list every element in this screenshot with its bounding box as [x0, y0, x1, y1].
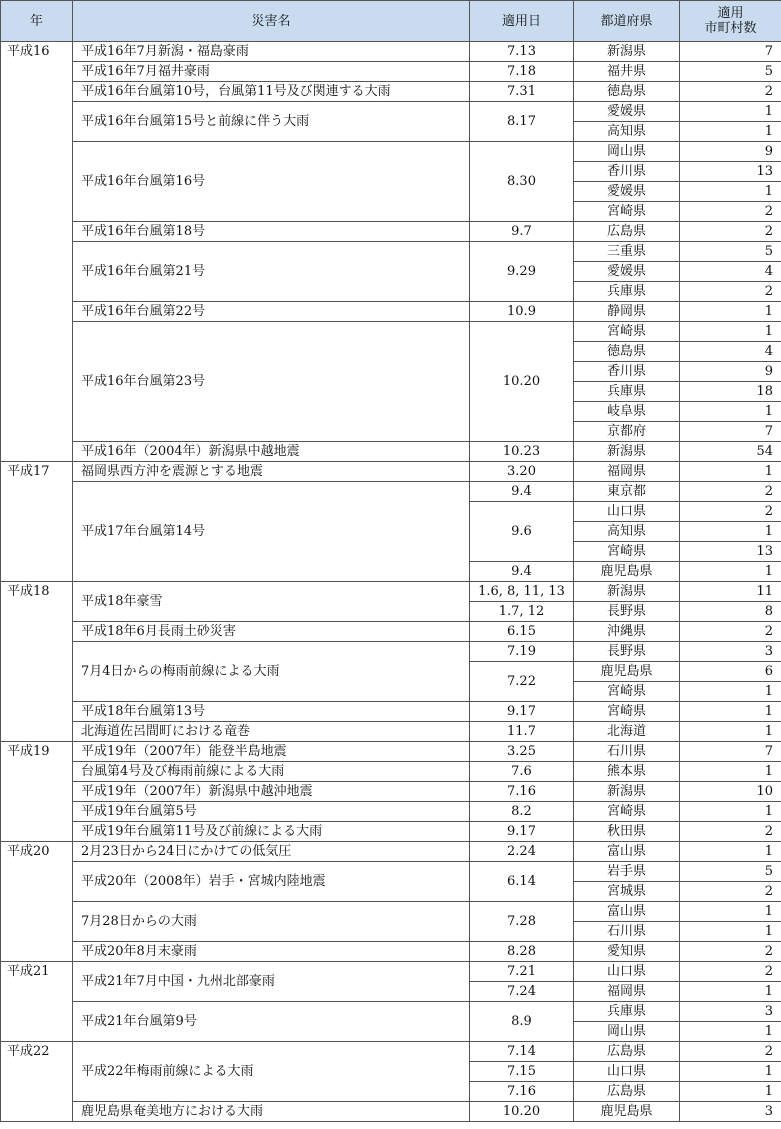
municipality-count-cell: 5 — [680, 862, 781, 882]
table-row — [1, 142, 781, 162]
disaster-name-cell: 平成17年台風第14号 — [73, 482, 470, 582]
prefecture-cell: 秋田県 — [574, 822, 680, 842]
date-cell: 7.24 — [470, 982, 574, 1002]
header-count-line1: 適用 — [717, 6, 744, 21]
table-row — [1, 582, 781, 602]
prefecture-cell: 長野県 — [574, 602, 680, 622]
municipality-count-cell: 10 — [680, 782, 781, 802]
table-row — [1, 722, 781, 742]
municipality-count-cell: 1 — [680, 922, 781, 942]
date-cell: 9.4 — [470, 562, 574, 582]
date-cell: 9.4 — [470, 482, 574, 502]
prefecture-cell: 高知県 — [574, 122, 680, 142]
municipality-count-cell: 11 — [680, 582, 781, 602]
prefecture-cell: 三重県 — [574, 242, 680, 262]
disaster-name-cell: 平成16年台風第18号 — [73, 222, 470, 242]
date-cell: 8.28 — [470, 942, 574, 962]
prefecture-cell: 福井県 — [574, 62, 680, 82]
municipality-count-cell: 5 — [680, 242, 781, 262]
year-cell: 平成16 — [1, 42, 73, 462]
municipality-count-cell: 2 — [680, 622, 781, 642]
table-row — [1, 82, 781, 102]
date-cell: 7.28 — [470, 902, 574, 942]
date-cell: 7.14 — [470, 1042, 574, 1062]
prefecture-cell: 宮崎県 — [574, 202, 680, 222]
table-row — [1, 742, 781, 762]
prefecture-cell: 石川県 — [574, 742, 680, 762]
disaster-name-cell: 平成20年8月末豪雨 — [73, 942, 470, 962]
table-row — [1, 842, 781, 862]
table-row — [1, 862, 781, 882]
municipality-count-cell: 9 — [680, 142, 781, 162]
date-cell: 10.20 — [470, 1102, 574, 1122]
municipality-count-cell: 3 — [680, 1002, 781, 1022]
municipality-count-cell: 2 — [680, 882, 781, 902]
prefecture-cell: 山口県 — [574, 1062, 680, 1082]
disaster-name-cell: 平成19年（2007年）能登半島地震 — [73, 742, 470, 762]
municipality-count-cell: 1 — [680, 902, 781, 922]
table-row — [1, 442, 781, 462]
municipality-count-cell: 18 — [680, 382, 781, 402]
municipality-count-cell: 1 — [680, 102, 781, 122]
table-row — [1, 1002, 781, 1022]
prefecture-cell: 愛媛県 — [574, 262, 680, 282]
disaster-name-cell: 平成18年台風第13号 — [73, 702, 470, 722]
municipality-count-cell: 9 — [680, 362, 781, 382]
date-cell: 7.19 — [470, 642, 574, 662]
municipality-count-cell: 2 — [680, 482, 781, 502]
municipality-count-cell: 2 — [680, 222, 781, 242]
header-prefecture: 都道府県 — [574, 1, 680, 42]
disaster-name-cell: 平成19年（2007年）新潟県中越沖地震 — [73, 782, 470, 802]
disaster-name-cell: 平成18年豪雪 — [73, 582, 470, 622]
disaster-name-cell: 平成16年7月福井豪雨 — [73, 62, 470, 82]
table-header — [1, 1, 781, 42]
disaster-name-cell: 平成16年台風第16号 — [73, 142, 470, 222]
table-row — [1, 102, 781, 122]
date-cell: 2.24 — [470, 842, 574, 862]
municipality-count-cell: 2 — [680, 822, 781, 842]
municipality-count-cell: 1 — [680, 1062, 781, 1082]
header-year: 年 — [1, 1, 73, 42]
municipality-count-cell: 2 — [680, 282, 781, 302]
date-cell: 7.15 — [470, 1062, 574, 1082]
municipality-count-cell: 1 — [680, 842, 781, 862]
header-municipality-count — [680, 1, 781, 42]
municipality-count-cell: 13 — [680, 542, 781, 562]
date-cell: 11.7 — [470, 722, 574, 742]
header-disaster-name: 災害名 — [73, 1, 470, 42]
prefecture-cell: 新潟県 — [574, 582, 680, 602]
header-row — [1, 1, 781, 42]
prefecture-cell: 徳島県 — [574, 342, 680, 362]
disaster-name-cell: 平成21年台風第9号 — [73, 1002, 470, 1042]
prefecture-cell: 広島県 — [574, 222, 680, 242]
municipality-count-cell: 3 — [680, 642, 781, 662]
municipality-count-cell: 2 — [680, 82, 781, 102]
date-cell: 9.6 — [470, 502, 574, 562]
prefecture-cell: 宮崎県 — [574, 542, 680, 562]
prefecture-cell: 山口県 — [574, 962, 680, 982]
municipality-count-cell: 2 — [680, 202, 781, 222]
prefecture-cell: 兵庫県 — [574, 282, 680, 302]
prefecture-cell: 新潟県 — [574, 782, 680, 802]
prefecture-cell: 岡山県 — [574, 142, 680, 162]
disaster-name-cell: 台風第4号及び梅雨前線による大雨 — [73, 762, 470, 782]
table-row — [1, 462, 781, 482]
prefecture-cell: 徳島県 — [574, 82, 680, 102]
disaster-name-cell: 平成19年台風第11号及び前線による大雨 — [73, 822, 470, 842]
year-cell: 平成22 — [1, 1042, 73, 1122]
municipality-count-cell: 1 — [680, 722, 781, 742]
disaster-name-cell: 平成16年台風第15号と前線に伴う大雨 — [73, 102, 470, 142]
table-row — [1, 1102, 781, 1122]
date-cell: 9.7 — [470, 222, 574, 242]
date-cell: 7.18 — [470, 62, 574, 82]
prefecture-cell: 香川県 — [574, 162, 680, 182]
municipality-count-cell: 1 — [680, 682, 781, 702]
date-cell: 10.23 — [470, 442, 574, 462]
date-cell: 8.17 — [470, 102, 574, 142]
municipality-count-cell: 2 — [680, 1042, 781, 1062]
municipality-count-cell: 1 — [680, 302, 781, 322]
prefecture-cell: 愛媛県 — [574, 102, 680, 122]
header-count-line2: 市町村数 — [704, 21, 757, 36]
date-cell: 8.30 — [470, 142, 574, 222]
date-cell: 8.2 — [470, 802, 574, 822]
prefecture-cell: 兵庫県 — [574, 1002, 680, 1022]
municipality-count-cell: 1 — [680, 802, 781, 822]
prefecture-cell: 高知県 — [574, 522, 680, 542]
disaster-name-cell: 平成16年台風第21号 — [73, 242, 470, 302]
prefecture-cell: 香川県 — [574, 362, 680, 382]
table-row — [1, 302, 781, 322]
municipality-count-cell: 1 — [680, 182, 781, 202]
prefecture-cell: 山口県 — [574, 502, 680, 522]
prefecture-cell: 新潟県 — [574, 42, 680, 62]
year-cell: 平成21 — [1, 962, 73, 1042]
date-cell: 3.20 — [470, 462, 574, 482]
disaster-name-cell: 平成16年台風第23号 — [73, 322, 470, 442]
date-cell: 7.31 — [470, 82, 574, 102]
prefecture-cell: 鹿児島県 — [574, 562, 680, 582]
disaster-name-cell: 平成16年（2004年）新潟県中越地震 — [73, 442, 470, 462]
table-row — [1, 782, 781, 802]
municipality-count-cell: 7 — [680, 422, 781, 442]
municipality-count-cell: 2 — [680, 942, 781, 962]
prefecture-cell: 兵庫県 — [574, 382, 680, 402]
table-row — [1, 642, 781, 662]
table-body — [1, 42, 781, 1122]
municipality-count-cell: 1 — [680, 402, 781, 422]
date-cell: 6.14 — [470, 862, 574, 902]
prefecture-cell: 石川県 — [574, 922, 680, 942]
date-cell: 3.25 — [470, 742, 574, 762]
date-cell: 7.13 — [470, 42, 574, 62]
table-row — [1, 42, 781, 62]
table-row — [1, 802, 781, 822]
disaster-name-cell: 平成20年（2008年）岩手・宮城内陸地震 — [73, 862, 470, 902]
date-cell: 9.29 — [470, 242, 574, 302]
disaster-name-cell: 7月28日からの大雨 — [73, 902, 470, 942]
disaster-name-cell: 平成21年7月中国・九州北部豪雨 — [73, 962, 470, 1002]
disaster-name-cell: 2月23日から24日にかけての低気圧 — [73, 842, 470, 862]
header-date: 適用日 — [470, 1, 574, 42]
disaster-name-cell: 7月4日からの梅雨前線による大雨 — [73, 642, 470, 702]
prefecture-cell: 宮崎県 — [574, 702, 680, 722]
prefecture-cell: 宮崎県 — [574, 322, 680, 342]
municipality-count-cell: 2 — [680, 962, 781, 982]
municipality-count-cell: 1 — [680, 462, 781, 482]
table-row — [1, 902, 781, 922]
municipality-count-cell: 1 — [680, 702, 781, 722]
table-row — [1, 622, 781, 642]
disaster-name-cell: 鹿児島県奄美地方における大雨 — [73, 1102, 470, 1122]
prefecture-cell: 愛媛県 — [574, 182, 680, 202]
municipality-count-cell: 13 — [680, 162, 781, 182]
prefecture-cell: 岩手県 — [574, 862, 680, 882]
date-cell: 1.6, 8, 11, 13 — [470, 582, 574, 602]
prefecture-cell: 福岡県 — [574, 462, 680, 482]
date-cell: 9.17 — [470, 822, 574, 842]
date-cell: 6.15 — [470, 622, 574, 642]
municipality-count-cell: 1 — [680, 1082, 781, 1102]
table-row — [1, 962, 781, 982]
table-row — [1, 702, 781, 722]
prefecture-cell: 富山県 — [574, 842, 680, 862]
prefecture-cell: 広島県 — [574, 1082, 680, 1102]
disaster-name-cell: 平成16年7月新潟・福島豪雨 — [73, 42, 470, 62]
prefecture-cell: 鹿児島県 — [574, 662, 680, 682]
date-cell: 7.16 — [470, 1082, 574, 1102]
table-row — [1, 242, 781, 262]
prefecture-cell: 長野県 — [574, 642, 680, 662]
prefecture-cell: 富山県 — [574, 902, 680, 922]
municipality-count-cell: 7 — [680, 742, 781, 762]
prefecture-cell: 沖縄県 — [574, 622, 680, 642]
municipality-count-cell: 1 — [680, 322, 781, 342]
municipality-count-cell: 1 — [680, 122, 781, 142]
table-row — [1, 222, 781, 242]
municipality-count-cell: 8 — [680, 602, 781, 622]
prefecture-cell: 東京都 — [574, 482, 680, 502]
municipality-count-cell: 5 — [680, 62, 781, 82]
prefecture-cell: 広島県 — [574, 1042, 680, 1062]
prefecture-cell: 静岡県 — [574, 302, 680, 322]
year-cell: 平成17 — [1, 462, 73, 582]
prefecture-cell: 岐阜県 — [574, 402, 680, 422]
date-cell: 7.22 — [470, 662, 574, 702]
year-cell: 平成18 — [1, 582, 73, 742]
date-cell: 7.21 — [470, 962, 574, 982]
prefecture-cell: 北海道 — [574, 722, 680, 742]
prefecture-cell: 京都府 — [574, 422, 680, 442]
prefecture-cell: 宮崎県 — [574, 682, 680, 702]
municipality-count-cell: 6 — [680, 662, 781, 682]
table-row — [1, 1042, 781, 1062]
date-cell: 7.6 — [470, 762, 574, 782]
date-cell: 7.16 — [470, 782, 574, 802]
table-row — [1, 482, 781, 502]
municipality-count-cell: 3 — [680, 1102, 781, 1122]
date-cell: 10.20 — [470, 322, 574, 442]
date-cell: 9.17 — [470, 702, 574, 722]
disaster-name-cell: 平成22年梅雨前線による大雨 — [73, 1042, 470, 1102]
municipality-count-cell: 1 — [680, 562, 781, 582]
date-cell: 8.9 — [470, 1002, 574, 1042]
prefecture-cell: 岡山県 — [574, 1022, 680, 1042]
prefecture-cell: 愛知県 — [574, 942, 680, 962]
municipality-count-cell: 2 — [680, 502, 781, 522]
disaster-name-cell: 平成18年6月長雨土砂災害 — [73, 622, 470, 642]
date-cell: 1.7, 12 — [470, 602, 574, 622]
disaster-name-cell: 北海道佐呂間町における竜巻 — [73, 722, 470, 742]
municipality-count-cell: 1 — [680, 522, 781, 542]
municipality-count-cell: 1 — [680, 1022, 781, 1042]
disaster-name-cell: 福岡県西方沖を震源とする地震 — [73, 462, 470, 482]
prefecture-cell: 鹿児島県 — [574, 1102, 680, 1122]
municipality-count-cell: 1 — [680, 762, 781, 782]
disaster-name-cell: 平成16年台風第22号 — [73, 302, 470, 322]
prefecture-cell: 福岡県 — [574, 982, 680, 1002]
table-row — [1, 942, 781, 962]
municipality-count-cell: 4 — [680, 262, 781, 282]
disaster-name-cell: 平成16年台風第10号，台風第11号及び関連する大雨 — [73, 82, 470, 102]
table-row — [1, 322, 781, 342]
prefecture-cell: 宮崎県 — [574, 802, 680, 822]
table-row — [1, 62, 781, 82]
municipality-count-cell: 4 — [680, 342, 781, 362]
municipality-count-cell: 54 — [680, 442, 781, 462]
prefecture-cell: 熊本県 — [574, 762, 680, 782]
date-cell: 10.9 — [470, 302, 574, 322]
table-row — [1, 822, 781, 842]
year-cell: 平成20 — [1, 842, 73, 962]
prefecture-cell: 新潟県 — [574, 442, 680, 462]
table-row — [1, 762, 781, 782]
municipality-count-cell: 1 — [680, 982, 781, 1002]
municipality-count-cell: 7 — [680, 42, 781, 62]
year-cell: 平成19 — [1, 742, 73, 842]
disaster-name-cell: 平成19年台風第5号 — [73, 802, 470, 822]
prefecture-cell: 宮城県 — [574, 882, 680, 902]
